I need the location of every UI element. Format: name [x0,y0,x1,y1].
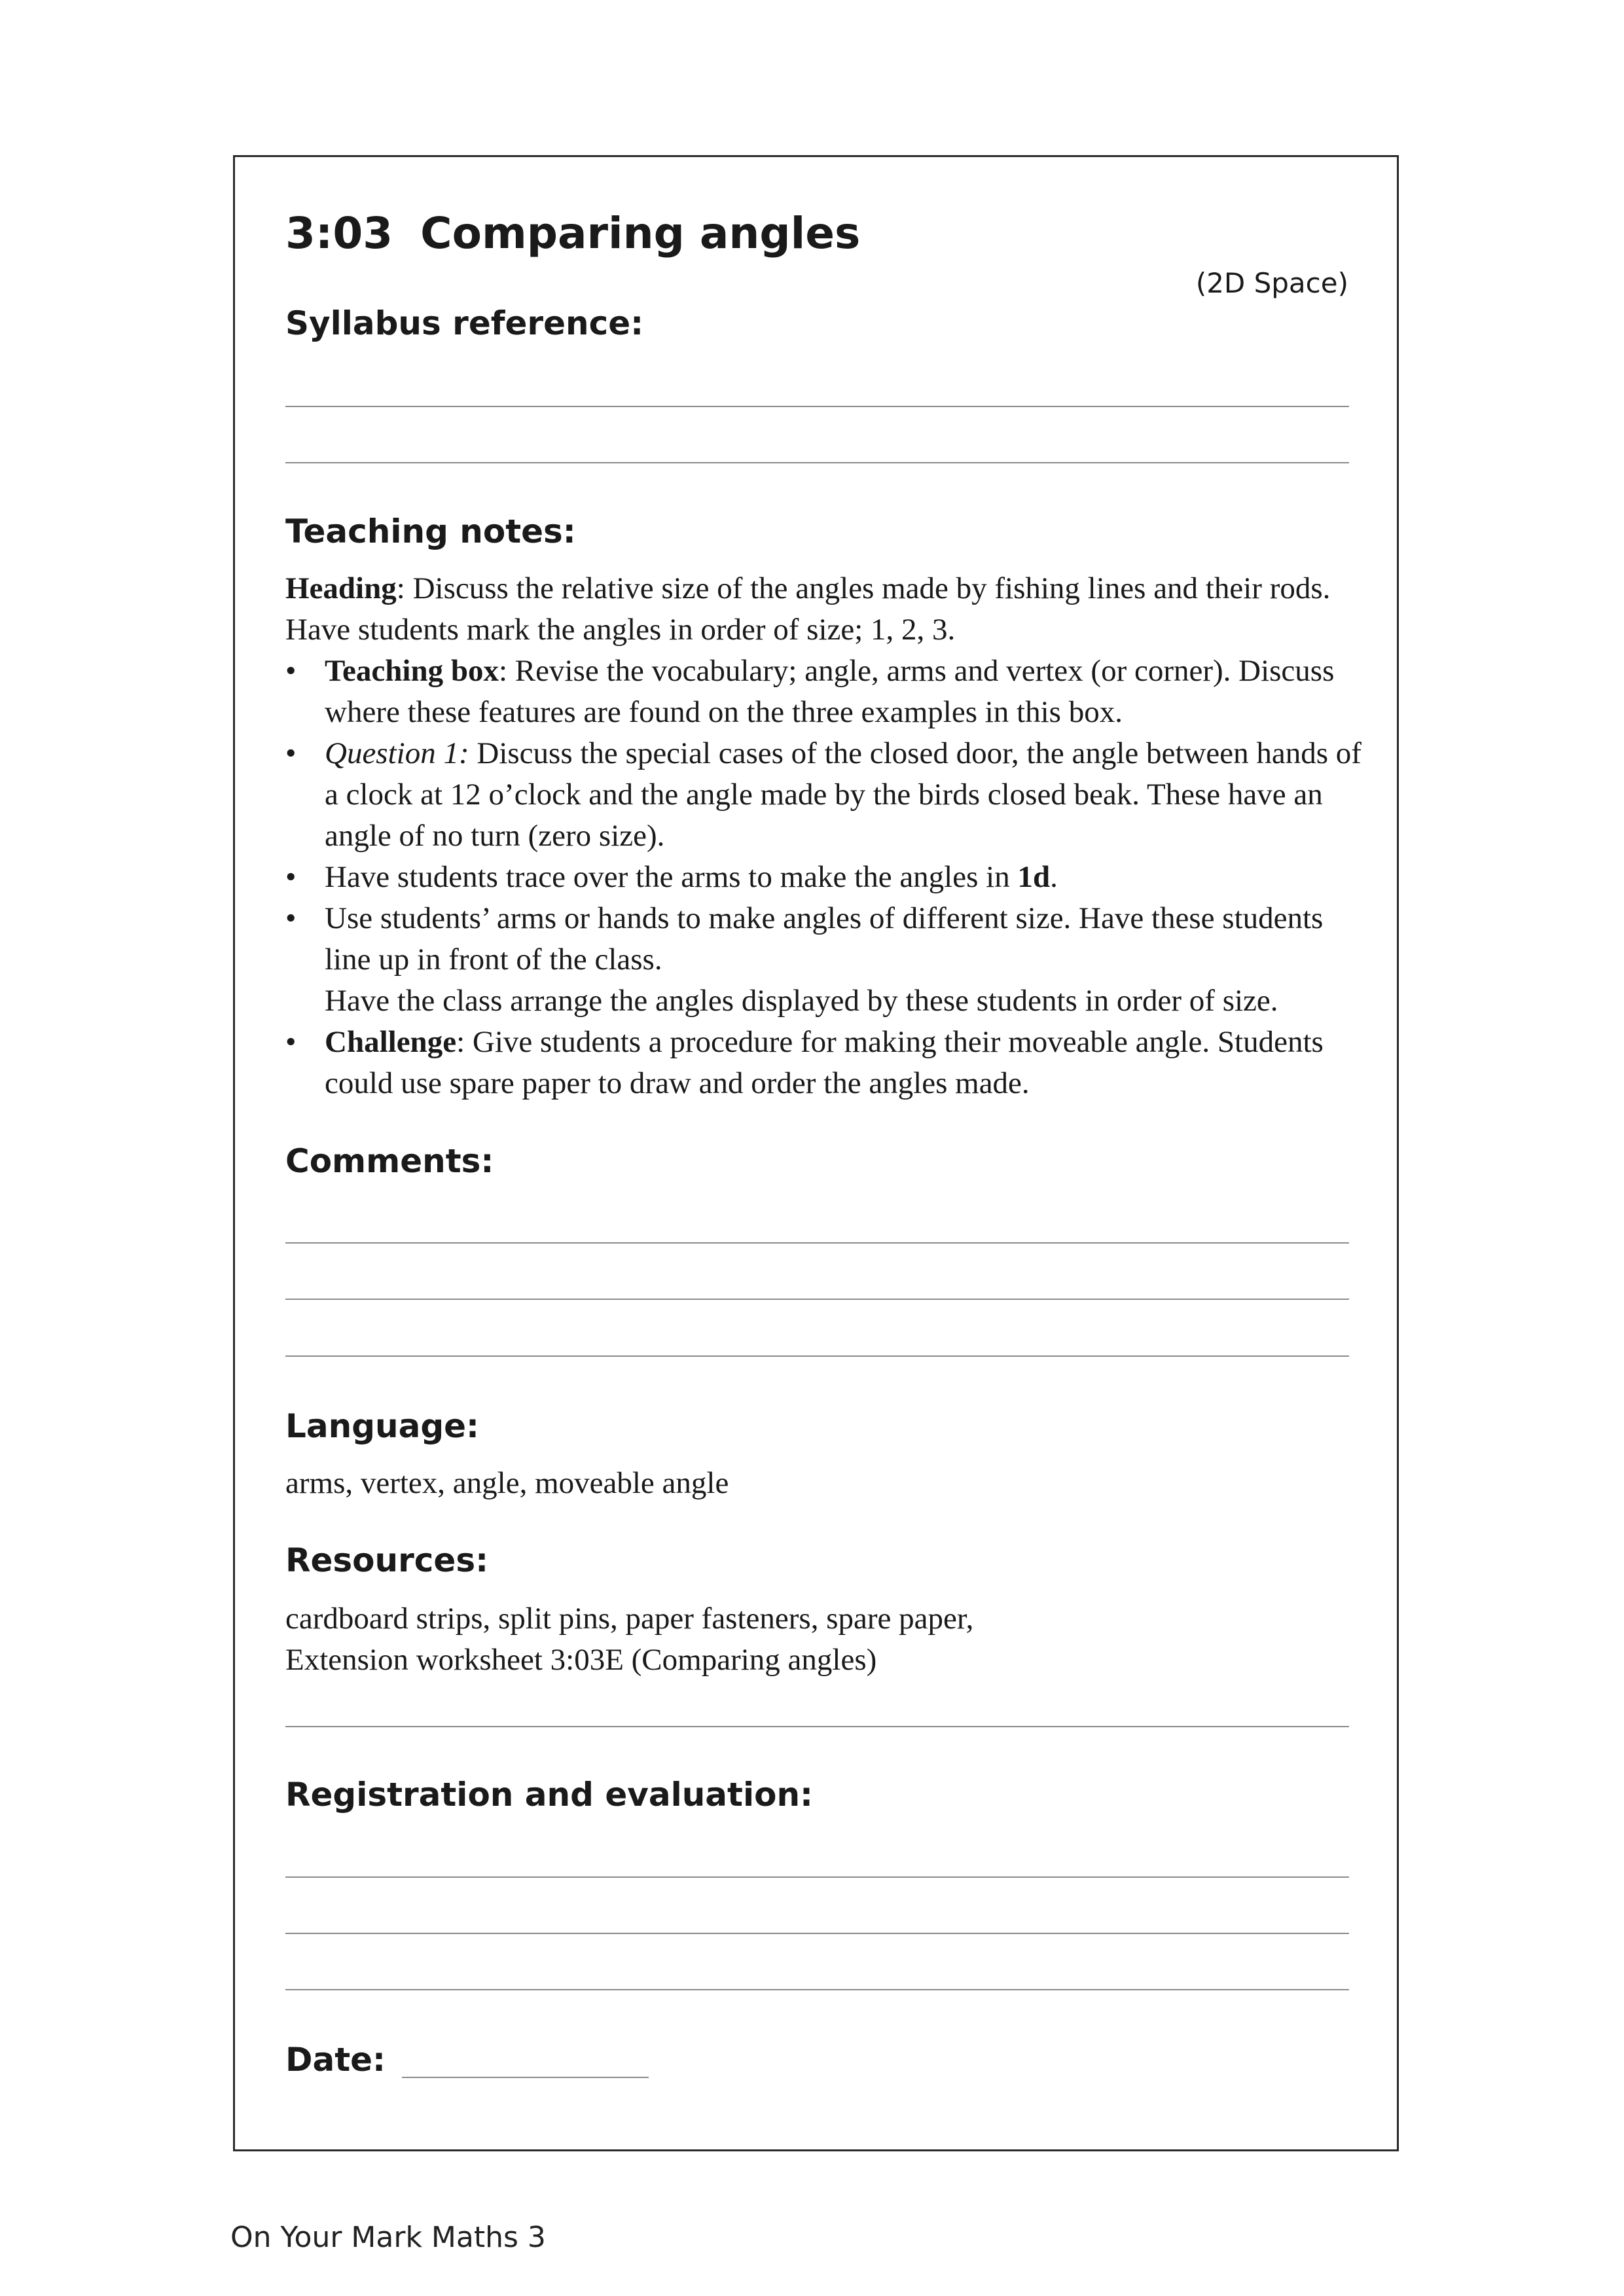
syllabus-line-2 [285,462,1349,463]
list-item [285,898,1365,1022]
language-heading: Language: [285,1407,480,1445]
intro-text: : Discuss the relative size of the angles made by fishing lines and their rods. Have students mark the angles in order of size; 1, 2, 3. [285,571,1331,647]
bullet-text-continued: Have the class arrange the angles displayed by these students in order of size. [325,984,1278,1018]
teaching-notes-heading: Teaching notes: [285,512,576,550]
teaching-notes-intro [285,568,1359,651]
bullet-icon: • [285,901,297,935]
comments-line-2 [285,1299,1349,1300]
resources-line-1: cardboard strips, split pins, paper fasteners, spare paper, [285,1602,974,1636]
comments-heading: Comments: [285,1142,494,1180]
bullet-icon: • [285,736,297,770]
page-title [285,208,860,259]
bullet-text-after: . [1050,860,1058,894]
list-item [285,733,1365,857]
teaching-notes-list [285,651,1365,1104]
date-field-line [402,2077,649,2078]
list-item [285,857,1365,898]
bullet-bold: Challenge [325,1025,457,1059]
bullet-icon: • [285,1025,297,1059]
section-number: 3:03 [285,208,393,259]
registration-line-3 [285,1989,1349,1990]
bullet-text: : Give students a procedure for making their moveable angle. Students could use spare paper to draw and order the angles made. [325,1025,1324,1100]
bullet-icon: • [285,860,297,894]
footer-text: On Your Mark Maths 3 [230,2221,546,2254]
category-label: (2D Space) [1195,267,1348,299]
registration-line-1 [285,1876,1349,1878]
bullet-text: Have students trace over the arms to make the angles in [325,860,1018,894]
resources-divider [285,1726,1349,1727]
bullet-bold: 1d [1017,860,1051,894]
bullet-icon: • [285,654,297,688]
syllabus-heading: Syllabus reference: [285,304,644,342]
resources-text [285,1598,1359,1681]
comments-line-1 [285,1242,1349,1244]
date-label: Date: [285,2041,386,2079]
comments-line-3 [285,1355,1349,1357]
bullet-text: Use students’ arms or hands to make angles of different size. Have these students line up in front of the class. [325,901,1324,977]
bullet-bold: Teaching box [325,654,499,688]
section-title: Comparing angles [420,208,861,259]
registration-line-2 [285,1933,1349,1934]
resources-line-2: Extension worksheet 3:03E (Comparing angles) [285,1643,877,1677]
bullet-text: Discuss the special cases of the closed door, the angle between hands of a clock at 12 o’clock and the angle made by the birds closed beak. These have an angle of no turn (zero size). [325,736,1362,853]
language-text: arms, vertex, angle, moveable angle [285,1466,729,1500]
bullet-text: : Revise the vocabulary; angle, arms and vertex (or corner). Discuss where these features are found on the three examples in this box. [325,654,1335,729]
syllabus-line-1 [285,406,1349,407]
list-item [285,651,1365,733]
bullet-italic: Question 1: [325,736,469,770]
resources-heading: Resources: [285,1541,489,1579]
registration-heading: Registration and evaluation: [285,1776,814,1814]
list-item [285,1022,1365,1104]
intro-bold: Heading [285,571,397,605]
